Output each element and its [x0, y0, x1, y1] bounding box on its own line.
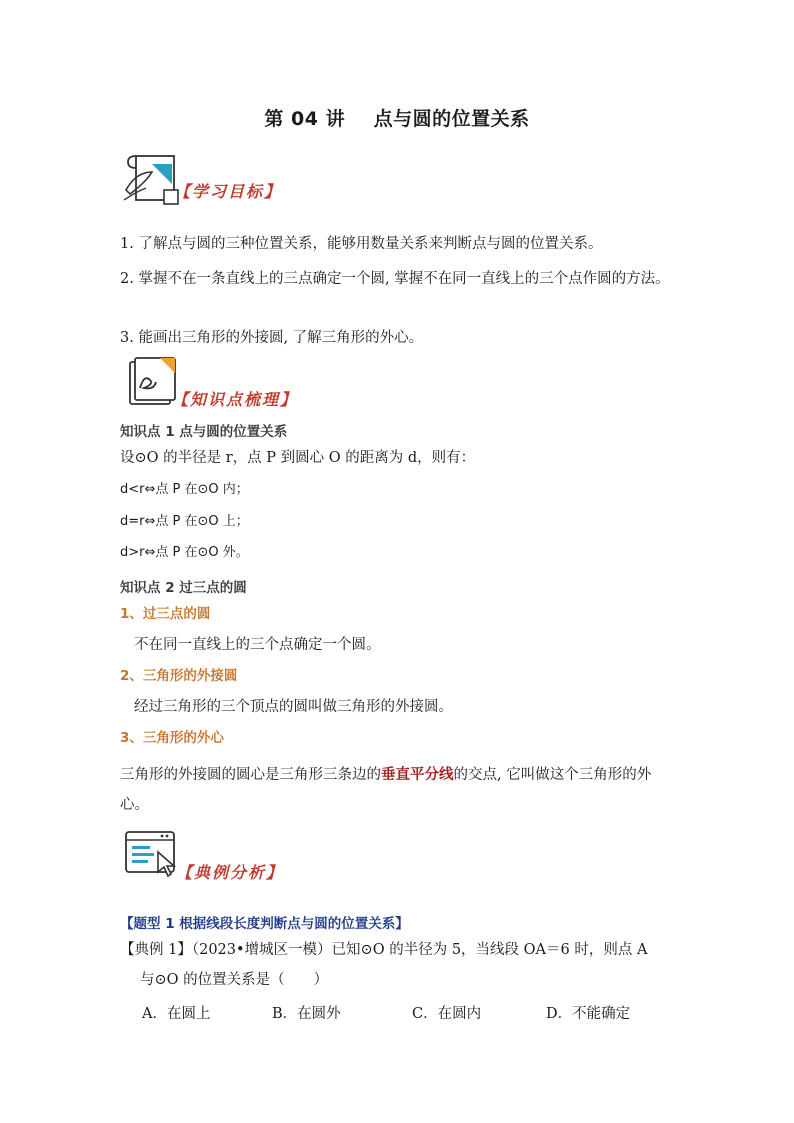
- question-type-heading: 【题型 1 根据线段长度判断点与圆的位置关系】: [120, 916, 409, 932]
- example-stem-line2: 与⊙O 的位置关系是（ ）: [140, 972, 329, 988]
- kp2-item3-text: 三角形的外接圆的圆心是三角形三条边的垂直平分线的交点, 它叫做这个三角形的外心。: [120, 766, 652, 813]
- page-title: [0, 104, 794, 131]
- examples-banner-label: 【典例分析】: [176, 863, 285, 882]
- goals-banner: [120, 150, 320, 210]
- kp1-rule-on: d=r⇔点 P 在⊙O 上；: [120, 514, 249, 529]
- kp2-item1-text: 不在同一直线上的三个点确定一个圆。: [134, 637, 381, 653]
- kp2-item2-title: 2、三角形的外接圆: [120, 668, 238, 684]
- lecture-topic: 点与圆的位置关系: [373, 108, 530, 130]
- goal-item-1: 1. 了解点与圆的三种位置关系，能够用数量关系来判断点与圆的位置关系。: [120, 236, 603, 252]
- option-b: B．在圆外: [272, 1006, 341, 1022]
- kp1-heading: 知识点 1 点与圆的位置关系: [120, 424, 288, 440]
- kp1-intro: 设⊙O 的半径是 r，点 P 到圆心 O 的距离为 d，则有：: [120, 450, 476, 466]
- kp1-rule-outside: d>r⇔点 P 在⊙O 外。: [120, 545, 249, 560]
- kp1-rule-inside: d<r⇔点 P 在⊙O 内；: [120, 482, 249, 497]
- kp2-heading: 知识点 2 过三点的圆: [120, 580, 247, 596]
- goal-item-2: 2. 掌握不在一条直线上的三点确定一个圆, 掌握不在同一直线上的三个点作圆的方法。: [120, 271, 670, 287]
- highlight-term: 垂直平分线: [381, 766, 454, 783]
- option-d: D．不能确定: [546, 1006, 631, 1022]
- option-c: C．在圆内: [412, 1006, 482, 1022]
- knowledge-banner-label: 【知识点梳理】: [172, 390, 299, 409]
- examples-banner: [122, 826, 322, 890]
- kp2-item2-text: 经过三角形的三个顶点的圆叫做三角形的外接圆。: [134, 699, 453, 715]
- goal-item-3: 3. 能画出三角形的外接圆, 了解三角形的外心。: [120, 330, 424, 346]
- kp2-item1-title: 1、过三点的圆: [120, 606, 211, 622]
- lecture-number: 第 04 讲: [264, 108, 346, 130]
- kp2-item3-title: 3、三角形的外心: [120, 730, 224, 746]
- example-stem-line1: 【典例 1】（2023•增城区一模）已知⊙O 的半径为 5，当线段 OA＝6 时，则点 A: [120, 942, 648, 958]
- option-a: A．在圆上: [142, 1006, 211, 1022]
- knowledge-banner: [120, 354, 340, 414]
- browser-pointer-icon: [122, 826, 182, 888]
- scroll-quill-icon: [120, 150, 182, 210]
- goals-banner-label: 【学习目标】: [174, 182, 283, 201]
